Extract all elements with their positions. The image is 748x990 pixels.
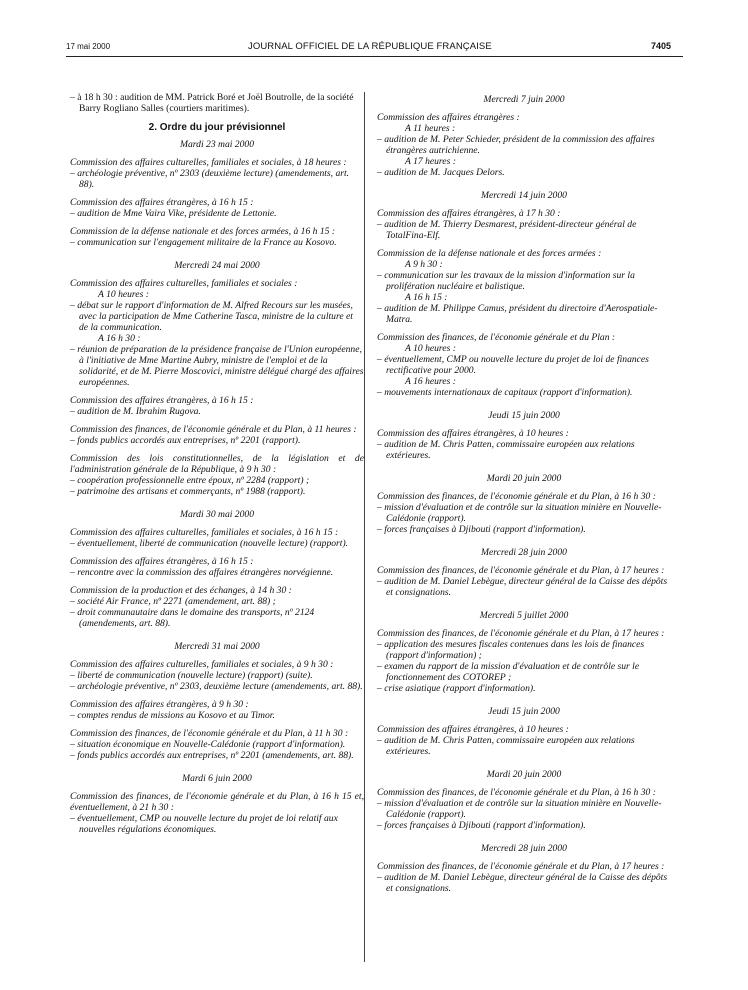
- commission-line: Commission des affaires étrangères :: [377, 112, 520, 123]
- agenda-item: – rencontre avec la commission des affaires étrangères norvégienne.: [70, 567, 334, 578]
- agenda-item: – communication sur l'engagement militaire de la France au Kosovo.: [70, 237, 337, 248]
- commission-line: Commission des finances, de l'économie générale et du Plan, à 16 h 15 et, éventuellement, à 21 h 30 :: [70, 791, 364, 813]
- agenda-item: – audition de Mme Vaira Vike, présidente de Lettonie.: [70, 208, 277, 219]
- day-heading: Mardi 23 mai 2000: [180, 139, 254, 150]
- right-column: [377, 92, 671, 901]
- time-label: A 17 heures :: [405, 156, 456, 167]
- commission-line: Commission des affaires étrangères, à 9 h 30 :: [70, 699, 249, 710]
- agenda-item: – audition de M. Philippe Camus, président du directoire d'Aerospatiale-Matra.: [377, 303, 658, 325]
- agenda-block: [377, 565, 671, 598]
- day-heading: Mercredi 5 juillet 2000: [479, 610, 569, 621]
- agenda-item: – société Air France, nº 2271 (amendement, art. 88) ;: [70, 596, 276, 607]
- agenda-item: – audition de M. Thierry Desmarest, président-directeur général de TotalFina-Elf.: [377, 219, 637, 241]
- day-heading: Mercredi 28 juin 2000: [481, 843, 567, 854]
- agenda-item: – éventuellement, CMP ou nouvelle lecture du projet de loi relatif aux nouvelles régulations économiques.: [70, 813, 338, 835]
- agenda-block: [70, 226, 364, 248]
- agenda-block: [70, 699, 364, 721]
- agenda-block: [377, 861, 671, 894]
- agenda-block: [377, 628, 671, 694]
- agenda-item: – éventuellement, liberté de communication (nouvelle lecture) (rapport).: [70, 538, 349, 549]
- header-title: JOURNAL OFFICIEL DE LA RÉPUBLIQUE FRANÇAISE: [248, 41, 492, 52]
- agenda-block: [377, 724, 671, 757]
- agenda-item: – mouvements internationaux de capitaux (rapport d'information).: [377, 387, 633, 398]
- commission-line: Commission des affaires étrangères, à 16 h 15 :: [70, 395, 254, 406]
- commission-line: Commission de la production et des échanges, à 14 h 30 :: [70, 585, 292, 596]
- commission-line: Commission de la défense nationale et des forces armées, à 16 h 15 :: [70, 226, 336, 237]
- agenda-item: – fonds publics accordés aux entreprises, nº 2201 (rapport).: [70, 435, 301, 446]
- agenda-item: – fonds publics accordés aux entreprises, nº 2201 (amendements, art. 88).: [70, 750, 354, 761]
- agenda-block: [70, 453, 364, 497]
- agenda-block: [70, 157, 364, 190]
- day-heading: Mardi 20 juin 2000: [486, 769, 562, 780]
- commission-line: Commission des finances, de l'économie générale et du Plan, à 11 heures :: [70, 424, 357, 435]
- agenda-item: – audition de M. Chris Patten, commissaire européen aux relations extérieures.: [377, 735, 635, 757]
- day-heading: Jeudi 15 juin 2000: [488, 410, 560, 421]
- day-heading: Mercredi 14 juin 2000: [481, 190, 567, 201]
- page-header: [0, 0, 748, 60]
- agenda-item: – patrimoine des artisans et commerçants, nº 1988 (rapport).: [70, 486, 306, 497]
- intro-item: – à 18 h 30 : audition de MM. Patrick Boré et Joël Boutrolle, de la société Barry Rogliano Salles (courtiers maritimes).: [70, 92, 354, 114]
- commission-line: Commission des affaires culturelles, familiales et sociales, à 18 heures :: [70, 157, 347, 168]
- time-label: A 10 heures :: [405, 343, 456, 354]
- agenda-item: – examen du rapport de la mission d'évaluation et de contrôle sur le fonctionnement des COTOREP ;: [377, 661, 640, 683]
- commission-line: Commission des affaires culturelles, familiales et sociales, à 9 h 30 :: [70, 659, 334, 670]
- agenda-block: [377, 491, 671, 535]
- time-label: A 16 h 15 :: [405, 292, 448, 303]
- agenda-item: – liberté de communication (nouvelle lecture) (rapport) (suite).: [70, 670, 313, 681]
- column-divider: [364, 92, 365, 962]
- commission-line: Commission des lois constitutionnelles, de la législation et de l'administration générale de la République, à 9 h 30 :: [70, 453, 364, 475]
- time-label: A 10 heures :: [98, 289, 149, 300]
- agenda-item: – audition de M. Peter Schieder, président de la commission des affaires étrangères autrichienne.: [377, 134, 655, 156]
- time-label: A 16 h 30 :: [98, 333, 141, 344]
- agenda-block: [70, 197, 364, 219]
- commission-line: Commission de la défense nationale et des forces armées :: [377, 248, 602, 259]
- agenda-block: [70, 585, 364, 629]
- agenda-item: – situation économique en Nouvelle-Calédonie (rapport d'information).: [70, 739, 346, 750]
- agenda-block: [70, 556, 364, 578]
- agenda-block: [70, 527, 364, 549]
- agenda-item: – application des mesures fiscales contenues dans les lois de finances (rapport d'information) ;: [377, 639, 645, 661]
- day-heading: Mardi 20 juin 2000: [486, 473, 562, 484]
- header-rule: [66, 56, 683, 57]
- agenda-item: – crise asiatique (rapport d'information).: [377, 683, 536, 694]
- agenda-item: – éventuellement, CMP ou nouvelle lecture du projet de loi de finances rectificative pour 2000.: [377, 354, 649, 376]
- commission-line: Commission des affaires culturelles, familiales et sociales, à 16 h 15 :: [70, 527, 339, 538]
- commission-line: Commission des finances, de l'économie générale et du Plan, à 16 h 30 :: [377, 491, 656, 502]
- day-heading: Mercredi 7 juin 2000: [483, 94, 565, 105]
- commission-line: Commission des affaires culturelles, familiales et sociales :: [70, 278, 298, 289]
- agenda-block: [70, 424, 364, 446]
- agenda-block: [377, 112, 671, 178]
- agenda-item: – débat sur le rapport d'information de M. Alfred Recours sur les musées, avec la participation de Mme Catherine Tasca, ministre de la culture et de la communication.: [70, 300, 353, 333]
- agenda-block: [70, 278, 364, 388]
- agenda-block: [377, 248, 671, 325]
- agenda-item: – audition de M. Jacques Delors.: [377, 167, 505, 178]
- agenda-item: – réunion de préparation de la présidence française de l'Union européenne, à l'initiative de Mme Martine Aubry, ministre de l'emploi et de la solidarité, et de M. Pierre Moscovici, ministre délégué chargé des affaires européennes.: [70, 344, 364, 388]
- agenda-block: [377, 428, 671, 461]
- agenda-item: – archéologie préventive, nº 2303, deuxième lecture (amendements, art. 88).: [70, 681, 363, 692]
- agenda-item: – audition de M. Ibrahim Rugova.: [70, 406, 201, 417]
- day-heading: Mercredi 24 mai 2000: [174, 260, 260, 271]
- agenda-item: – audition de M. Daniel Lebègue, directeur général de la Caisse des dépôts et consignations.: [377, 872, 668, 894]
- agenda-item: – mission d'évaluation et de contrôle sur la situation minière en Nouvelle-Calédonie (rapport).: [377, 502, 662, 524]
- commission-line: Commission des finances, de l'économie générale et du Plan :: [377, 332, 616, 343]
- section-title: 2. Ordre du jour prévisionnel: [148, 122, 286, 133]
- agenda-item: – droit communautaire dans le domaine des transports, nº 2124 (amendements, art. 88).: [70, 607, 315, 629]
- header-date: 17 mai 2000: [66, 42, 111, 51]
- day-heading: Mardi 6 juin 2000: [182, 773, 252, 784]
- agenda-block: [70, 728, 364, 761]
- time-label: A 16 heures :: [405, 376, 456, 387]
- time-label: A 9 h 30 :: [405, 259, 443, 270]
- commission-line: Commission des affaires étrangères, à 16 h 15 :: [70, 197, 254, 208]
- agenda-item: – comptes rendus de missions au Kosovo et au Timor.: [70, 710, 275, 721]
- time-label: A 11 heures :: [405, 123, 456, 134]
- agenda-block: [377, 208, 671, 241]
- commission-line: Commission des finances, de l'économie générale et du Plan, à 11 h 30 :: [70, 728, 349, 739]
- day-heading: Mercredi 31 mai 2000: [174, 641, 260, 652]
- agenda-block: [70, 659, 364, 692]
- agenda-item: – forces françaises à Djibouti (rapport d'information).: [377, 820, 586, 831]
- page-number: 7405: [651, 41, 672, 51]
- commission-line: Commission des affaires étrangères, à 16 h 15 :: [70, 556, 254, 567]
- agenda-block: [377, 332, 671, 398]
- agenda-block: [70, 395, 364, 417]
- agenda-item: – archéologie préventive, nº 2303 (deuxième lecture) (amendements, art. 88).: [70, 168, 350, 190]
- agenda-block: [377, 787, 671, 831]
- commission-line: Commission des finances, de l'économie générale et du Plan, à 16 h 30 :: [377, 787, 656, 798]
- commission-line: Commission des finances, de l'économie générale et du Plan, à 17 heures :: [377, 628, 665, 639]
- left-column: [70, 92, 364, 842]
- agenda-item: – forces françaises à Djibouti (rapport d'information).: [377, 524, 586, 535]
- day-heading: Mercredi 28 juin 2000: [481, 547, 567, 558]
- commission-line: Commission des finances, de l'économie générale et du Plan, à 17 heures :: [377, 565, 665, 576]
- day-heading: Mardi 30 mai 2000: [180, 509, 254, 520]
- commission-line: Commission des affaires étrangères, à 17 h 30 :: [377, 208, 561, 219]
- agenda-item: – audition de M. Daniel Lebègue, directeur général de la Caisse des dépôts et consignations.: [377, 576, 668, 598]
- agenda-block: [70, 791, 364, 835]
- agenda-item: – communication sur les travaux de la mission d'information sur la prolifération nucléaire et balistique.: [377, 270, 635, 292]
- commission-line: Commission des affaires étrangères, à 10 heures :: [377, 428, 569, 439]
- agenda-item: – coopération professionnelle entre époux, nº 2284 (rapport) ;: [70, 475, 310, 486]
- agenda-item: – audition de M. Chris Patten, commissaire européen aux relations extérieures.: [377, 439, 635, 461]
- agenda-item: – mission d'évaluation et de contrôle sur la situation minière en Nouvelle-Calédonie (rapport).: [377, 798, 662, 820]
- day-heading: Jeudi 15 juin 2000: [488, 706, 560, 717]
- commission-line: Commission des finances, de l'économie générale et du Plan, à 17 heures :: [377, 861, 665, 872]
- commission-line: Commission des affaires étrangères, à 10 heures :: [377, 724, 569, 735]
